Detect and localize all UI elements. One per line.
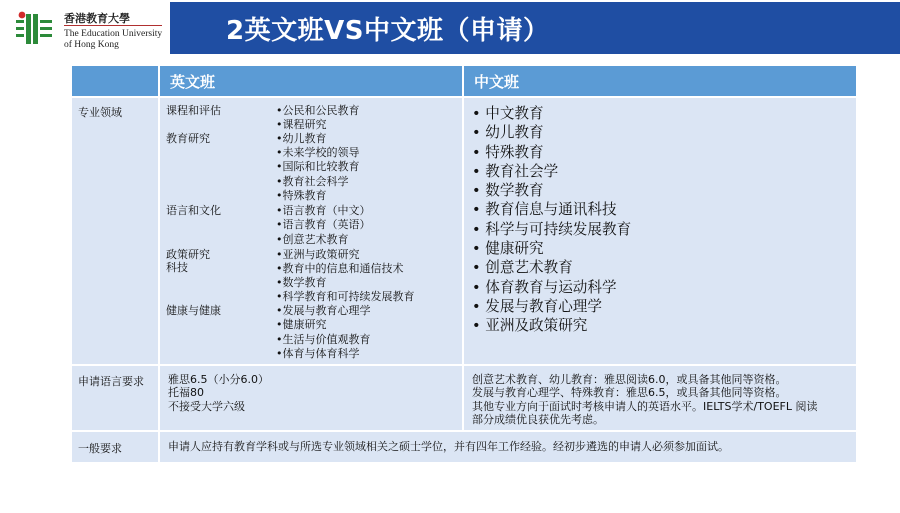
subject-item: •幼儿教育 <box>276 132 327 145</box>
page-title: 2英文班VS中文班（申请） <box>226 16 550 46</box>
row-label: 专业领域 <box>78 106 122 119</box>
chinese-specializations-cell <box>464 98 856 364</box>
table-row-specializations <box>72 98 856 364</box>
subject-item: •课程研究 <box>276 118 327 131</box>
subject-item: •科学教育和可持续发展教育 <box>276 290 415 303</box>
english-requirement-line: 托福80 <box>168 386 204 400</box>
chinese-requirement-line: 其他专业方向于面试时考核申请人的英语水平。IELTS学术/TOEFL 阅读 <box>472 399 818 413</box>
category-health: 健康与健康 <box>166 304 221 317</box>
list-item: • 教育社会学 <box>472 162 559 180</box>
subject-item: •生活与价值观教育 <box>276 333 371 346</box>
category-education-research: 教育研究 <box>166 132 210 145</box>
general-requirement-cell <box>160 432 856 462</box>
list-item: • 幼儿教育 <box>472 124 544 142</box>
list-item: • 发展与教育心理学 <box>472 297 602 315</box>
list-item: • 亚洲及政策研究 <box>472 317 588 335</box>
header-chinese-label: 中文班 <box>474 73 520 91</box>
row-label-cell <box>72 432 158 462</box>
header-english-label: 英文班 <box>170 73 216 91</box>
table-row-general-requirements <box>72 432 856 462</box>
header <box>0 0 900 54</box>
subject-item: •语言教育（中文） <box>276 204 371 217</box>
list-item: • 创意艺术教育 <box>472 259 573 277</box>
category-policy-research: 政策研究 <box>166 248 210 261</box>
english-requirement-line: 不接受大学六级 <box>168 399 245 413</box>
row-label-cell <box>72 98 158 364</box>
subject-item: •健康研究 <box>276 318 327 331</box>
header-cell-english-class <box>160 66 462 96</box>
category-technology: 科技 <box>166 261 188 274</box>
list-item: • 教育信息与通讯科技 <box>472 201 617 219</box>
subject-item: •发展与教育心理学 <box>276 304 371 317</box>
subject-item: •国际和比较教育 <box>276 160 360 173</box>
subject-item: •特殊教育 <box>276 189 327 202</box>
header-cell-chinese-class <box>464 66 856 96</box>
subject-item: •公民和公民教育 <box>276 104 360 117</box>
chinese-requirement-line: 发展与教育心理学、特殊教育：雅思6.5，或具备其他同等资格。 <box>472 386 787 400</box>
chinese-requirement-line: 部分成绩优良获优先考虑。 <box>472 413 604 427</box>
list-item: • 科学与可持续发展教育 <box>472 220 632 238</box>
logo-name-english-2: of Hong Kong <box>64 40 119 50</box>
category-curriculum: 课程和评估 <box>166 104 221 117</box>
chinese-language-cell <box>464 366 856 430</box>
category-language-culture: 语言和文化 <box>166 204 221 217</box>
subject-item: •教育社会科学 <box>276 175 349 188</box>
university-emblem-icon <box>14 10 58 48</box>
list-item: • 体育教育与运动科学 <box>472 278 617 296</box>
subject-item: •体育与体育科学 <box>276 347 360 360</box>
row-label: 一般要求 <box>78 442 122 455</box>
logo-divider <box>64 25 162 26</box>
subject-item: •创意艺术教育 <box>276 233 349 246</box>
row-label: 申请语言要求 <box>78 375 144 388</box>
university-logo <box>4 2 166 54</box>
list-item: • 数学教育 <box>472 182 544 200</box>
english-requirement-line: 雅思6.5（小分6.0） <box>168 373 269 386</box>
list-item: • 中文教育 <box>472 105 544 122</box>
english-specializations-cell <box>160 98 462 364</box>
subject-item: •语言教育（英语） <box>276 218 371 231</box>
subject-item: •教育中的信息和通信技术 <box>276 262 404 275</box>
table-header-row <box>72 66 856 96</box>
subject-item: •亚洲与政策研究 <box>276 248 360 261</box>
subject-item: •未来学校的领导 <box>276 146 360 159</box>
logo-name-english-1: The Education University <box>64 29 163 39</box>
general-requirement-text: 申请人应持有教育学科或与所选专业领域相关之硕士学位，并有四年工作经验。经初步遴选的申请人必须参加面试。 <box>168 440 729 453</box>
english-language-cell <box>160 366 462 430</box>
logo-name-chinese: 香港教育大學 <box>64 12 130 25</box>
row-label-cell <box>72 366 158 430</box>
table-row-language-requirements <box>72 366 856 430</box>
chinese-subject-list <box>472 104 631 336</box>
list-item: • 特殊教育 <box>472 143 544 161</box>
subject-item: •数学教育 <box>276 276 327 289</box>
chinese-requirement-line: 创意艺术教育、幼儿教育：雅思阅读6.0，或具备其他同等资格。 <box>472 373 787 386</box>
header-cell-empty <box>72 66 158 96</box>
list-item: • 健康研究 <box>472 240 544 258</box>
